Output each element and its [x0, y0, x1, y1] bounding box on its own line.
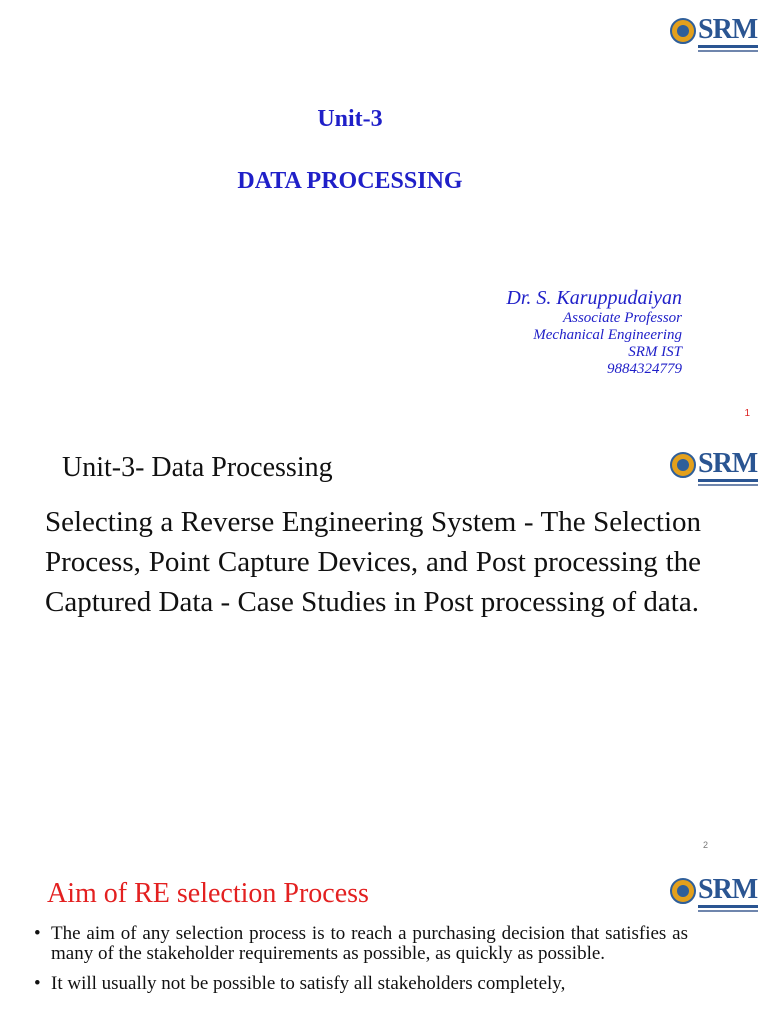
- slide-3: [0, 860, 768, 1024]
- author-name: Dr. S. Karuppudaiyan: [506, 287, 682, 309]
- slide-title: DATA PROCESSING: [237, 168, 463, 194]
- unit-label: Unit-3: [317, 106, 383, 132]
- list-item: • The aim of any selection process is to reach a purchasing decision that satisfies as many of the stakeholder requirements as possible, as quickly as possible.: [34, 924, 688, 964]
- srm-logo: [670, 12, 760, 58]
- slide-body: Selecting a Reverse Engineering System - The Selection Process, Point Capture Devices, and Post processing the Captured Data - Case Studies in Post processing of data.: [45, 506, 701, 618]
- author-department: Mechanical Engineering: [533, 327, 682, 343]
- srm-seal-icon: [670, 878, 696, 904]
- slide-heading: Aim of RE selection Process: [47, 878, 369, 909]
- bullet-list: [34, 924, 688, 1004]
- list-item: • It will usually not be possible to satisfy all stakeholders completely,: [34, 974, 688, 994]
- srm-logo-text: SRM: [698, 448, 758, 479]
- page-number: 1: [744, 408, 750, 419]
- srm-logo: [670, 446, 760, 492]
- srm-seal-icon: [670, 452, 696, 478]
- author-designation: Associate Professor: [562, 310, 682, 326]
- srm-seal-icon: [670, 18, 696, 44]
- srm-logo: [670, 872, 760, 918]
- srm-logo-text: SRM: [698, 874, 758, 905]
- slide-heading: Unit-3- Data Processing: [62, 452, 333, 483]
- author-phone: 9884324779: [607, 361, 682, 377]
- slide-2: [0, 430, 768, 860]
- srm-logo-text: SRM: [698, 14, 758, 45]
- author-block: [506, 286, 682, 378]
- author-institute: SRM IST: [628, 344, 682, 360]
- page-number: 2: [702, 840, 708, 850]
- slide-1: [0, 0, 768, 430]
